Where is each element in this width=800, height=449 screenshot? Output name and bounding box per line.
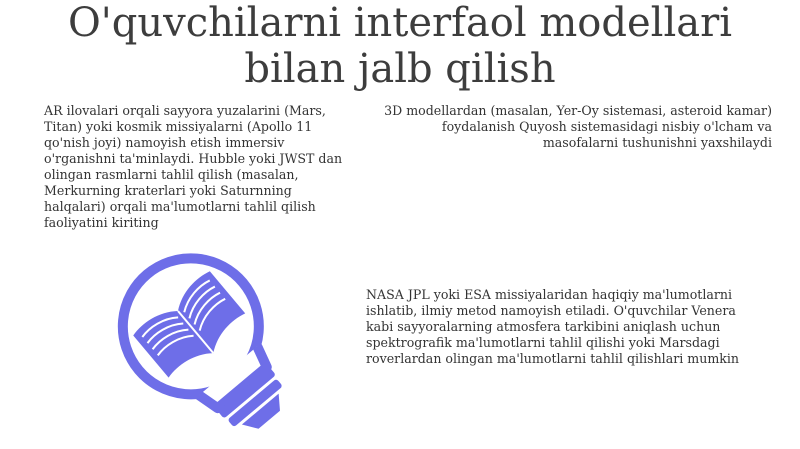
slide-title-line-2: bilan jalb qilish bbox=[244, 46, 556, 92]
slide-title bbox=[0, 0, 800, 92]
ar-apps-paragraph: AR ilovalari orqali sayyora yuzalarini (Mars, Titan) yoki kosmik missiyalarni (Apollo 11 qo'nish joyi) namoyish etish immersiv o'rganishni ta'minlaydi. Hubble yoki JWST dan olingan rasmlarni tahlil qilish (masalan, Merkurning kraterlari yoki Saturnning halqalari) orqali ma'lumotlarni tahlil qilish faoliyatini kiriting bbox=[44, 103, 343, 230]
3d-models-paragraph: 3D modellardan (masalan, Yer-Oy sistemasi, asteroid kamar) foydalanish Quyosh sistemasidagi nisbiy o'lcham va masofalarni tushunishni yaxshilaydi bbox=[384, 103, 772, 150]
slide-title-line-1: O'quvchilarni interfaol modellari bbox=[67, 0, 733, 46]
real-data-paragraph: NASA JPL yoki ESA missiyalaridan haqiqiy ma'lumotlarni ishlatib, ilmiy metod namoyish etiladi. O'quvchilar Venera kabi sayyoralarning atmosfera tarkibini aniqlash uchun spektrografik ma'lumotlarni tahlil qilishi yoki Marsdagi roverlardan olingan ma'lumotlarni tahlil qilishlari mumkin bbox=[366, 287, 740, 366]
lightbulb-book-icon bbox=[100, 253, 310, 449]
